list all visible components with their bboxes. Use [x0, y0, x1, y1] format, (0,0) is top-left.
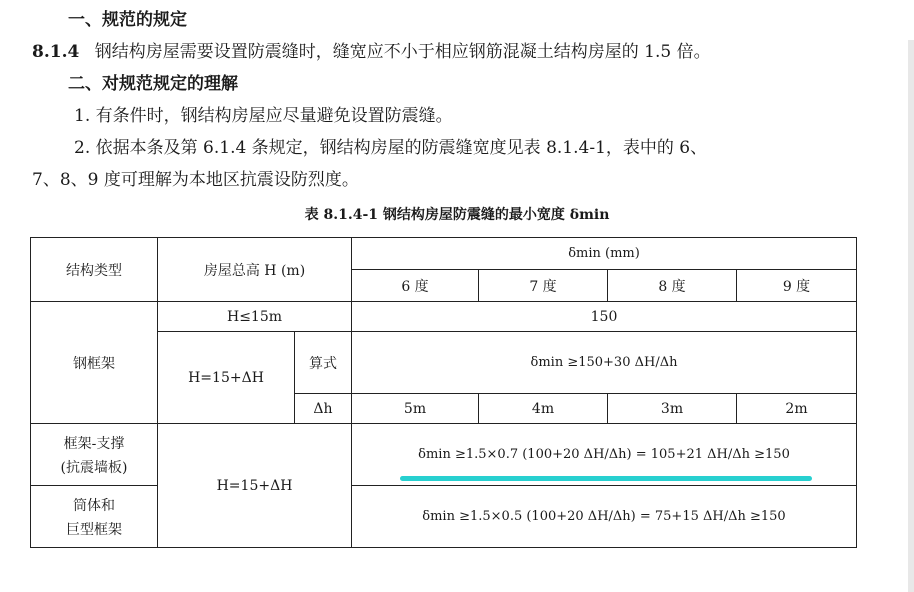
- cell-dh-9: 2m: [737, 394, 857, 424]
- cell-h-expr: H=15+ΔH: [158, 332, 295, 424]
- table-title: 表 8.1.4-1 钢结构房屋防震缝的最小宽度 δmin: [304, 207, 610, 223]
- clause-number: 8.1.4: [32, 42, 80, 62]
- tube-line1: 筒体和: [73, 497, 115, 514]
- row-tube: [31, 486, 158, 548]
- hdr-deg-7: 7 度: [479, 270, 608, 302]
- brace-frame-line2: (抗震墙板): [60, 459, 128, 476]
- cell-formula-label: 算式: [295, 332, 352, 394]
- brace-frame-line1: 框架-支撑: [63, 435, 125, 452]
- cell-tube-formula: δmin ≥1.5×0.5 (100+20 ΔH/Δh) = 75+15 ΔH/Δh ≥150: [352, 486, 857, 548]
- hdr-height: 房屋总高 H (m): [158, 238, 352, 302]
- row-brace-frame: [31, 424, 158, 486]
- cell-dh-8: 3m: [608, 394, 737, 424]
- hdr-deg-9: 9 度: [737, 270, 857, 302]
- cell-formula: δmin ≥150+30 ΔH/Δh: [352, 332, 857, 394]
- row-steel-frame: 钢框架: [31, 302, 158, 424]
- cell-h-expr-2: H=15+ΔH: [158, 424, 352, 548]
- hdr-delta: δmin (mm): [352, 238, 857, 270]
- heading-1: 一、规范的规定: [68, 10, 187, 30]
- cell-brace-formula: δmin ≥1.5×0.7 (100+20 ΔH/Δh) = 105+21 ΔH/Δh ≥150: [352, 424, 857, 486]
- para-2a: 2. 依据本条及第 6.1.4 条规定，钢结构房屋的防震缝宽度见表 8.1.4-1，表中的 6、: [74, 138, 708, 158]
- highlight-underline: [400, 476, 812, 481]
- cell-dh-6: 5m: [352, 394, 479, 424]
- cell-value-150: 150: [352, 302, 857, 332]
- hdr-deg-8: 8 度: [608, 270, 737, 302]
- seismic-joint-table: [30, 237, 857, 548]
- cell-dh-7: 4m: [479, 394, 608, 424]
- para-1: 1. 有条件时，钢结构房屋应尽量避免设置防震缝。: [74, 106, 453, 126]
- hdr-struct-type: 结构类型: [31, 238, 158, 302]
- cell-dh-label: Δh: [295, 394, 352, 424]
- heading-2: 二、对规范规定的理解: [68, 74, 238, 94]
- hdr-deg-6: 6 度: [352, 270, 479, 302]
- tube-line2: 巨型框架: [66, 521, 122, 538]
- scrollbar[interactable]: [908, 40, 914, 592]
- clause-line: [32, 40, 711, 64]
- clause-text: 钢结构房屋需要设置防震缝时，缝宽应不小于相应钢筋混凝土结构房屋的 1.5 倍。: [94, 42, 711, 62]
- cell-h-le-15: H≤15m: [158, 302, 352, 332]
- para-2b: 7、8、9 度可理解为本地区抗震设防烈度。: [32, 170, 359, 190]
